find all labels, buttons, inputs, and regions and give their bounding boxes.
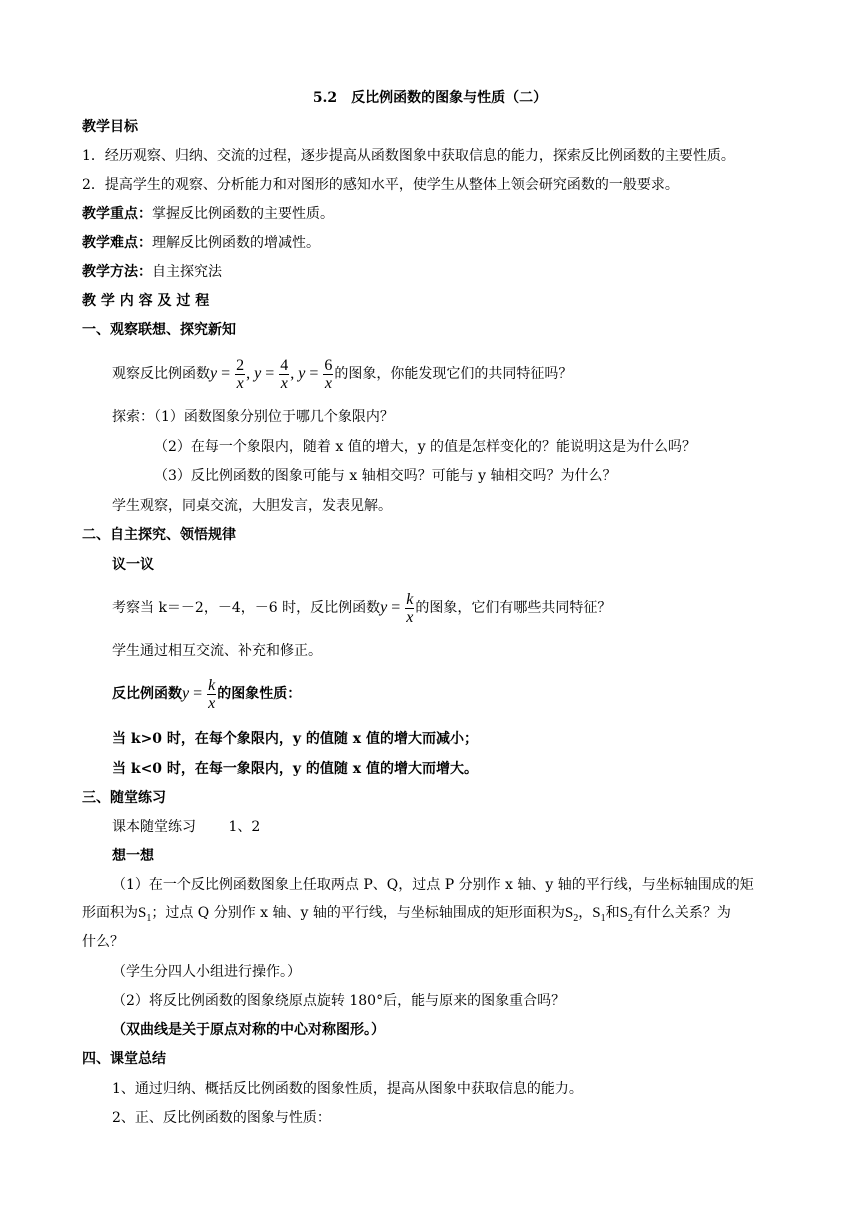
observe-suffix: 的图象，你能发现它们的共同特征吗？ [334,366,573,382]
goal-1: 1．经历观察、归纳、交流的过程，逐步提高从函数图象中获取信息的能力，探索反比例函数的主要性质。 [82,148,735,164]
func-y-1: y [210,365,218,382]
focus-line [82,204,334,224]
explore-3: （3）反比例函数的图象可能与 x 轴相交吗？可能与 y 轴相交吗？为什么？ [154,468,617,484]
equals-1: = [217,365,235,382]
difficulty-text: 理解反比例函数的增减性。 [152,235,320,251]
func-y-3: y [298,365,306,382]
section4-heading: 四、课堂总结 [82,1051,166,1067]
consider-suffix: 的图象，它们有哪些共同特征？ [415,600,612,616]
numerator-k-2: k [208,676,216,694]
numerator-4: 4 [280,356,289,374]
fraction-6-over-x [323,357,333,392]
focus-label: 教学重点： [82,206,152,222]
question1-line2 [82,903,731,929]
fraction-k-over-x-1 [405,591,414,626]
focus-text: 掌握反比例函数的主要性质。 [152,206,334,222]
goal-2: 2．提高学生的观察、分析能力和对图形的感知水平，使学生从整体上领会研究函数的一般要求。 [82,177,679,193]
rule-2: 当 k<0 时，在每一象限内，y 的值随 x 值的增大而增大。 [112,761,479,777]
question2-answer: （双曲线是关于原点对称的中心对称图形。） [112,1022,385,1038]
s1-symbol-1 [138,905,152,924]
section1-heading: 一、观察联想、探究新知 [82,322,236,338]
s-letter-2: S [564,905,574,921]
equals-4: = [387,599,405,616]
group-note: （学生分四人小组进行操作。） [112,964,301,980]
think-heading: 想一想 [112,848,154,864]
question1-line1: （1）在一个反比例函数图象上任取两点 P、Q，过点 P 分别作 x 轴、y 轴的平行线，与坐标轴围成的矩 [112,877,754,893]
property-line [112,669,301,719]
comma-2: , [290,365,299,382]
s-sub-3: 1 [600,913,606,924]
s-sub-1: 1 [146,913,152,924]
method-line [82,262,222,282]
q1-text-a: 形面积为 [82,905,138,921]
denominator-x-2: x [280,374,288,392]
consider-prefix: 考察当 k＝－2，－4，－6 时，反比例函数 [112,600,381,616]
process-heading: 教 学 内 容 及 过 程 [82,293,210,309]
practice-line: 课本随堂练习 1、2 [112,819,261,835]
equals-5: = [189,685,207,702]
difficulty-line [82,233,320,253]
s2-symbol-2 [619,905,633,924]
denominator-x-5: x [208,694,216,712]
explore-2: （2）在每一个象限内，随着 x 值的增大，y 的值是怎样变化的？能说明这是为什么吗？ [154,439,697,455]
consider-line [112,583,611,633]
observe-line [112,349,572,399]
denominator-x-4: x [406,608,414,626]
fraction-4-over-x [279,357,289,392]
s-sub-4: 2 [627,913,633,924]
q1-text-d: 和 [605,905,620,921]
numerator-2: 2 [236,356,245,374]
discuss-heading: 议一议 [112,557,154,573]
section2-heading: 二、自主探究、领悟规律 [82,527,236,543]
fraction-k-over-x-2 [207,677,216,712]
s2-symbol-1 [564,905,579,924]
s1-symbol-2 [592,905,606,924]
func-y-4: y [380,599,388,616]
question1-line3: 什么？ [82,934,124,950]
fraction-2-over-x [235,357,245,392]
page-title: 5.2 反比例函数的图象与性质（二） [312,90,548,106]
observe-prefix: 观察反比例函数 [112,366,210,382]
numerator-k-1: k [406,590,414,608]
property-prefix: 反比例函数 [112,686,182,702]
section1-students: 学生观察，同桌交流，大胆发言，发表见解。 [112,498,392,514]
method-label: 教学方法： [82,264,152,280]
explore-1: 探索：（1）函数图象分别位于哪几个象限内？ [112,409,394,425]
denominator-x-1: x [236,374,244,392]
s-sub-2: 2 [573,913,579,924]
question2: （2）将反比例函数的图象绕原点旋转 180°后，能与原来的图象重合吗？ [112,993,566,1009]
s-letter-3: S [592,905,601,921]
q1-text-b: ；过点 Q 分别作 x 轴、y 轴的平行线，与坐标轴围成的矩形面积为 [151,905,565,921]
difficulty-label: 教学难点： [82,235,152,251]
func-y-5: y [182,685,190,702]
section2-students: 学生通过相互交流、补充和修正。 [112,643,322,659]
s-letter-4: S [619,905,628,921]
q1-text-c: ， [578,905,593,921]
s-letter-1: S [138,905,147,921]
rule-1: 当 k>0 时，在每个象限内，y 的值随 x 值的增大而减小； [112,731,479,747]
comma-1: , [246,365,255,382]
numerator-6: 6 [324,356,333,374]
summary-1: 1、通过归纳、概括反比例函数的图象性质，提高从图象中获取信息的能力。 [112,1081,583,1097]
equals-3: = [305,365,323,382]
q1-text-e: 有什么关系？为 [632,905,731,921]
method-text: 自主探究法 [152,264,222,280]
denominator-x-3: x [324,374,332,392]
func-y-2: y [254,365,262,382]
property-suffix: 的图象性质： [217,686,302,702]
section3-heading: 三、随堂练习 [82,790,166,806]
summary-2: 2、正、反比例函数的图象与性质： [112,1110,331,1126]
goals-heading: 教学目标 [82,119,138,135]
equals-2: = [261,365,279,382]
